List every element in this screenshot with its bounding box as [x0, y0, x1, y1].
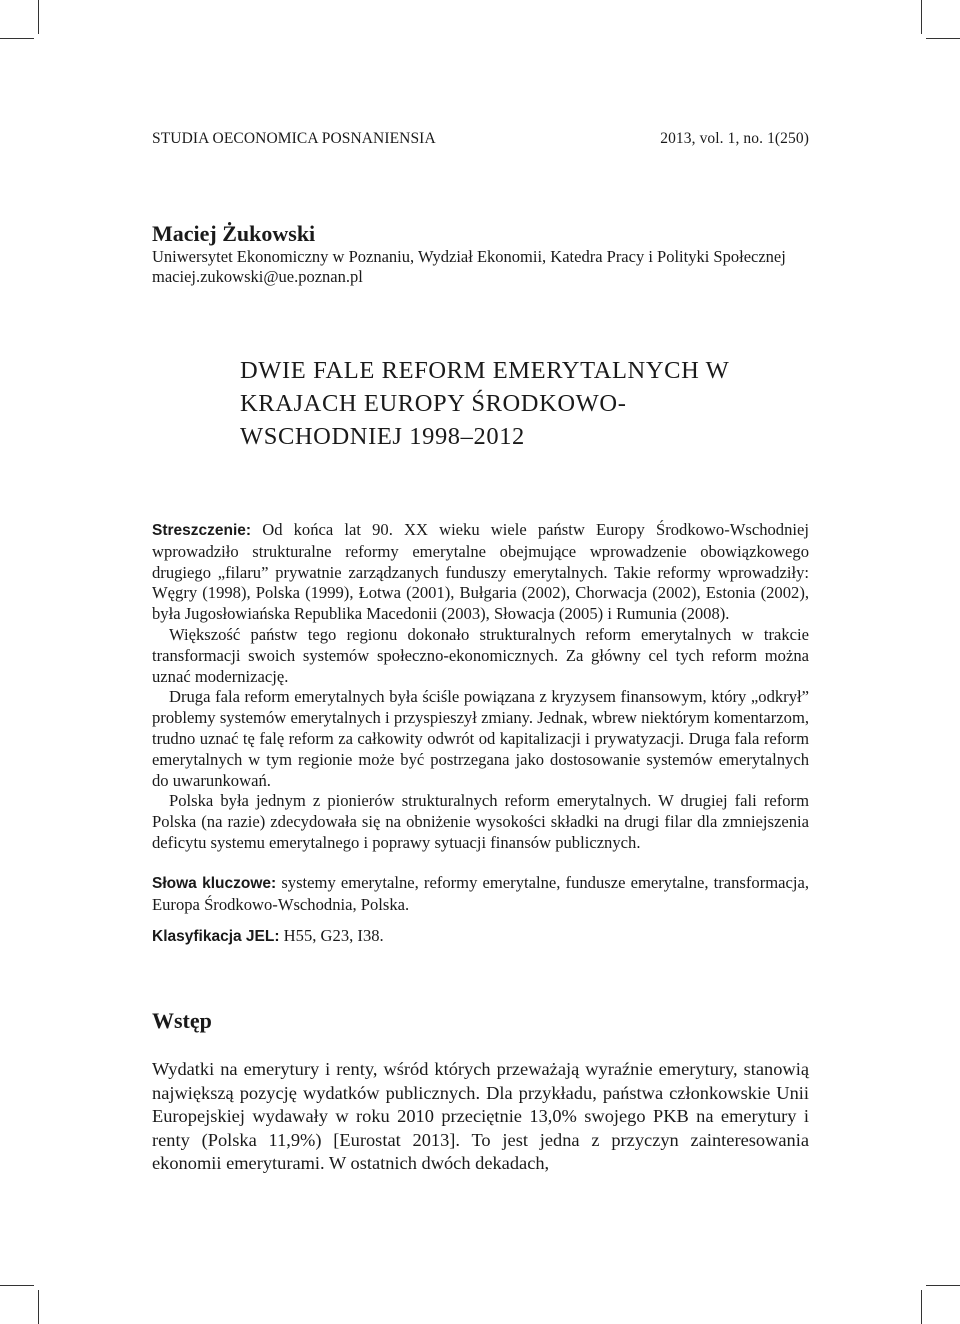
author-email: maciej.zukowski@ue.poznan.pl [152, 267, 363, 286]
keywords-label: Słowa kluczowe: [152, 875, 277, 892]
crop-mark-bottom-left-h [0, 1285, 34, 1286]
crop-mark-bottom-right-h [926, 1285, 960, 1286]
crop-mark-top-left-h [0, 38, 34, 39]
crop-mark-top-right-h [926, 38, 960, 39]
keywords [152, 872, 809, 915]
crop-mark-top-left-v [38, 0, 39, 34]
crop-mark-bottom-right-v [921, 1290, 922, 1324]
keywords-text: systemy emerytalne, reformy emerytalne, fundusze emerytalne, transformacja, Europa Środkowo-Wschodnia, Polska. [152, 873, 809, 914]
journal-name: STUDIA OECONOMICA POSNANIENSIA [152, 130, 436, 147]
issue-info: 2013, vol. 1, no. 1(250) [660, 130, 809, 147]
abstract-label: Streszczenie: [152, 522, 252, 539]
author-affiliation: Uniwersytet Ekonomiczny w Poznaniu, Wydział Ekonomii, Katedra Pracy i Polityki Społecznej [152, 247, 786, 266]
jel-text: H55, G23, I38. [279, 926, 384, 945]
section-body: Wydatki na emerytury i renty, wśród których przeważają wyraźnie emerytury, stanowią największą pozycję wydatków publicznych. Dla przykładu, państwa członkowskie Unii Europejskiej wydawały w roku 2010 przeciętnie 13,0% swojego PKB na emerytury i renty (Polska 11,9%) [Eurostat 2013]. To jest jedna z przyczyn zainteresowania ekonomii emeryturami. W ostatnich dwóch dekadach, [152, 1059, 809, 1174]
running-header [152, 130, 809, 148]
crop-mark-bottom-left-v [38, 1290, 39, 1324]
author-name: Maciej Żukowski [152, 221, 316, 246]
abstract-text-1: Od końca lat 90. XX wieku wiele państw Europy Środkowo-Wschodniej wprowadziło strukturalne reformy emerytalne obejmujące wprowadzenie obowiązkowego drugiego „filaru” prywatnie zarządzanych funduszy emerytalnych. Takie reformy wprowadziły: Węgry (1998), Polska (1999), Łotwa (2001), Bułgaria (2002), Chorwacja (2002), Estonia (2002), była Jugosłowiańska Republika Macedonii (2003), Słowacja (2005) i Rumunia (2008). [152, 520, 809, 624]
jel-classification [152, 925, 809, 947]
paper-title: DWIE FALE REFORM EMERYTALNYCH W KRAJACH EUROPY ŚRODKOWO-WSCHODNIEJ 1998–2012 [240, 357, 729, 450]
abstract [152, 520, 809, 854]
abstract-paragraph-2: Większość państw tego regionu dokonało strukturalnych reform emerytalnych w trakcie transformacji swoich systemów społeczno-ekonomicznych. Za główny cel tych reform można uznać modernizację. [152, 624, 809, 686]
abstract-paragraph-3: Druga fala reform emerytalnych była ściśle powiązana z kryzysem finansowym, który „odkrył” problemy systemów emerytalnych i przyspieszył zmiany. Jednak, wbrew niektórym komentarzom, trudno uznać tę falę reform za całkowity odwrót od kapitalizacji i prywatyzacji. Druga fala reform emerytalnych w tym regionie może być postrzegana jako dostosowanie systemów emerytalnych do uwarunkowań. [152, 687, 809, 790]
abstract-paragraph-1 [152, 520, 809, 625]
author-block [152, 221, 809, 287]
section-heading: Wstęp [152, 1008, 212, 1033]
crop-mark-top-right-v [921, 0, 922, 34]
jel-label: Klasyfikacja JEL: [152, 928, 280, 945]
abstract-paragraph-4: Polska była jednym z pionierów strukturalnych reform emerytalnych. W drugiej fali reform Polska (na razie) zdecydowała się na obniżenie wysokości składki na drugi filar dla zmniejszenia deficytu systemu emerytalnego i poprawy sytuacji finansów publicznych. [152, 791, 809, 852]
